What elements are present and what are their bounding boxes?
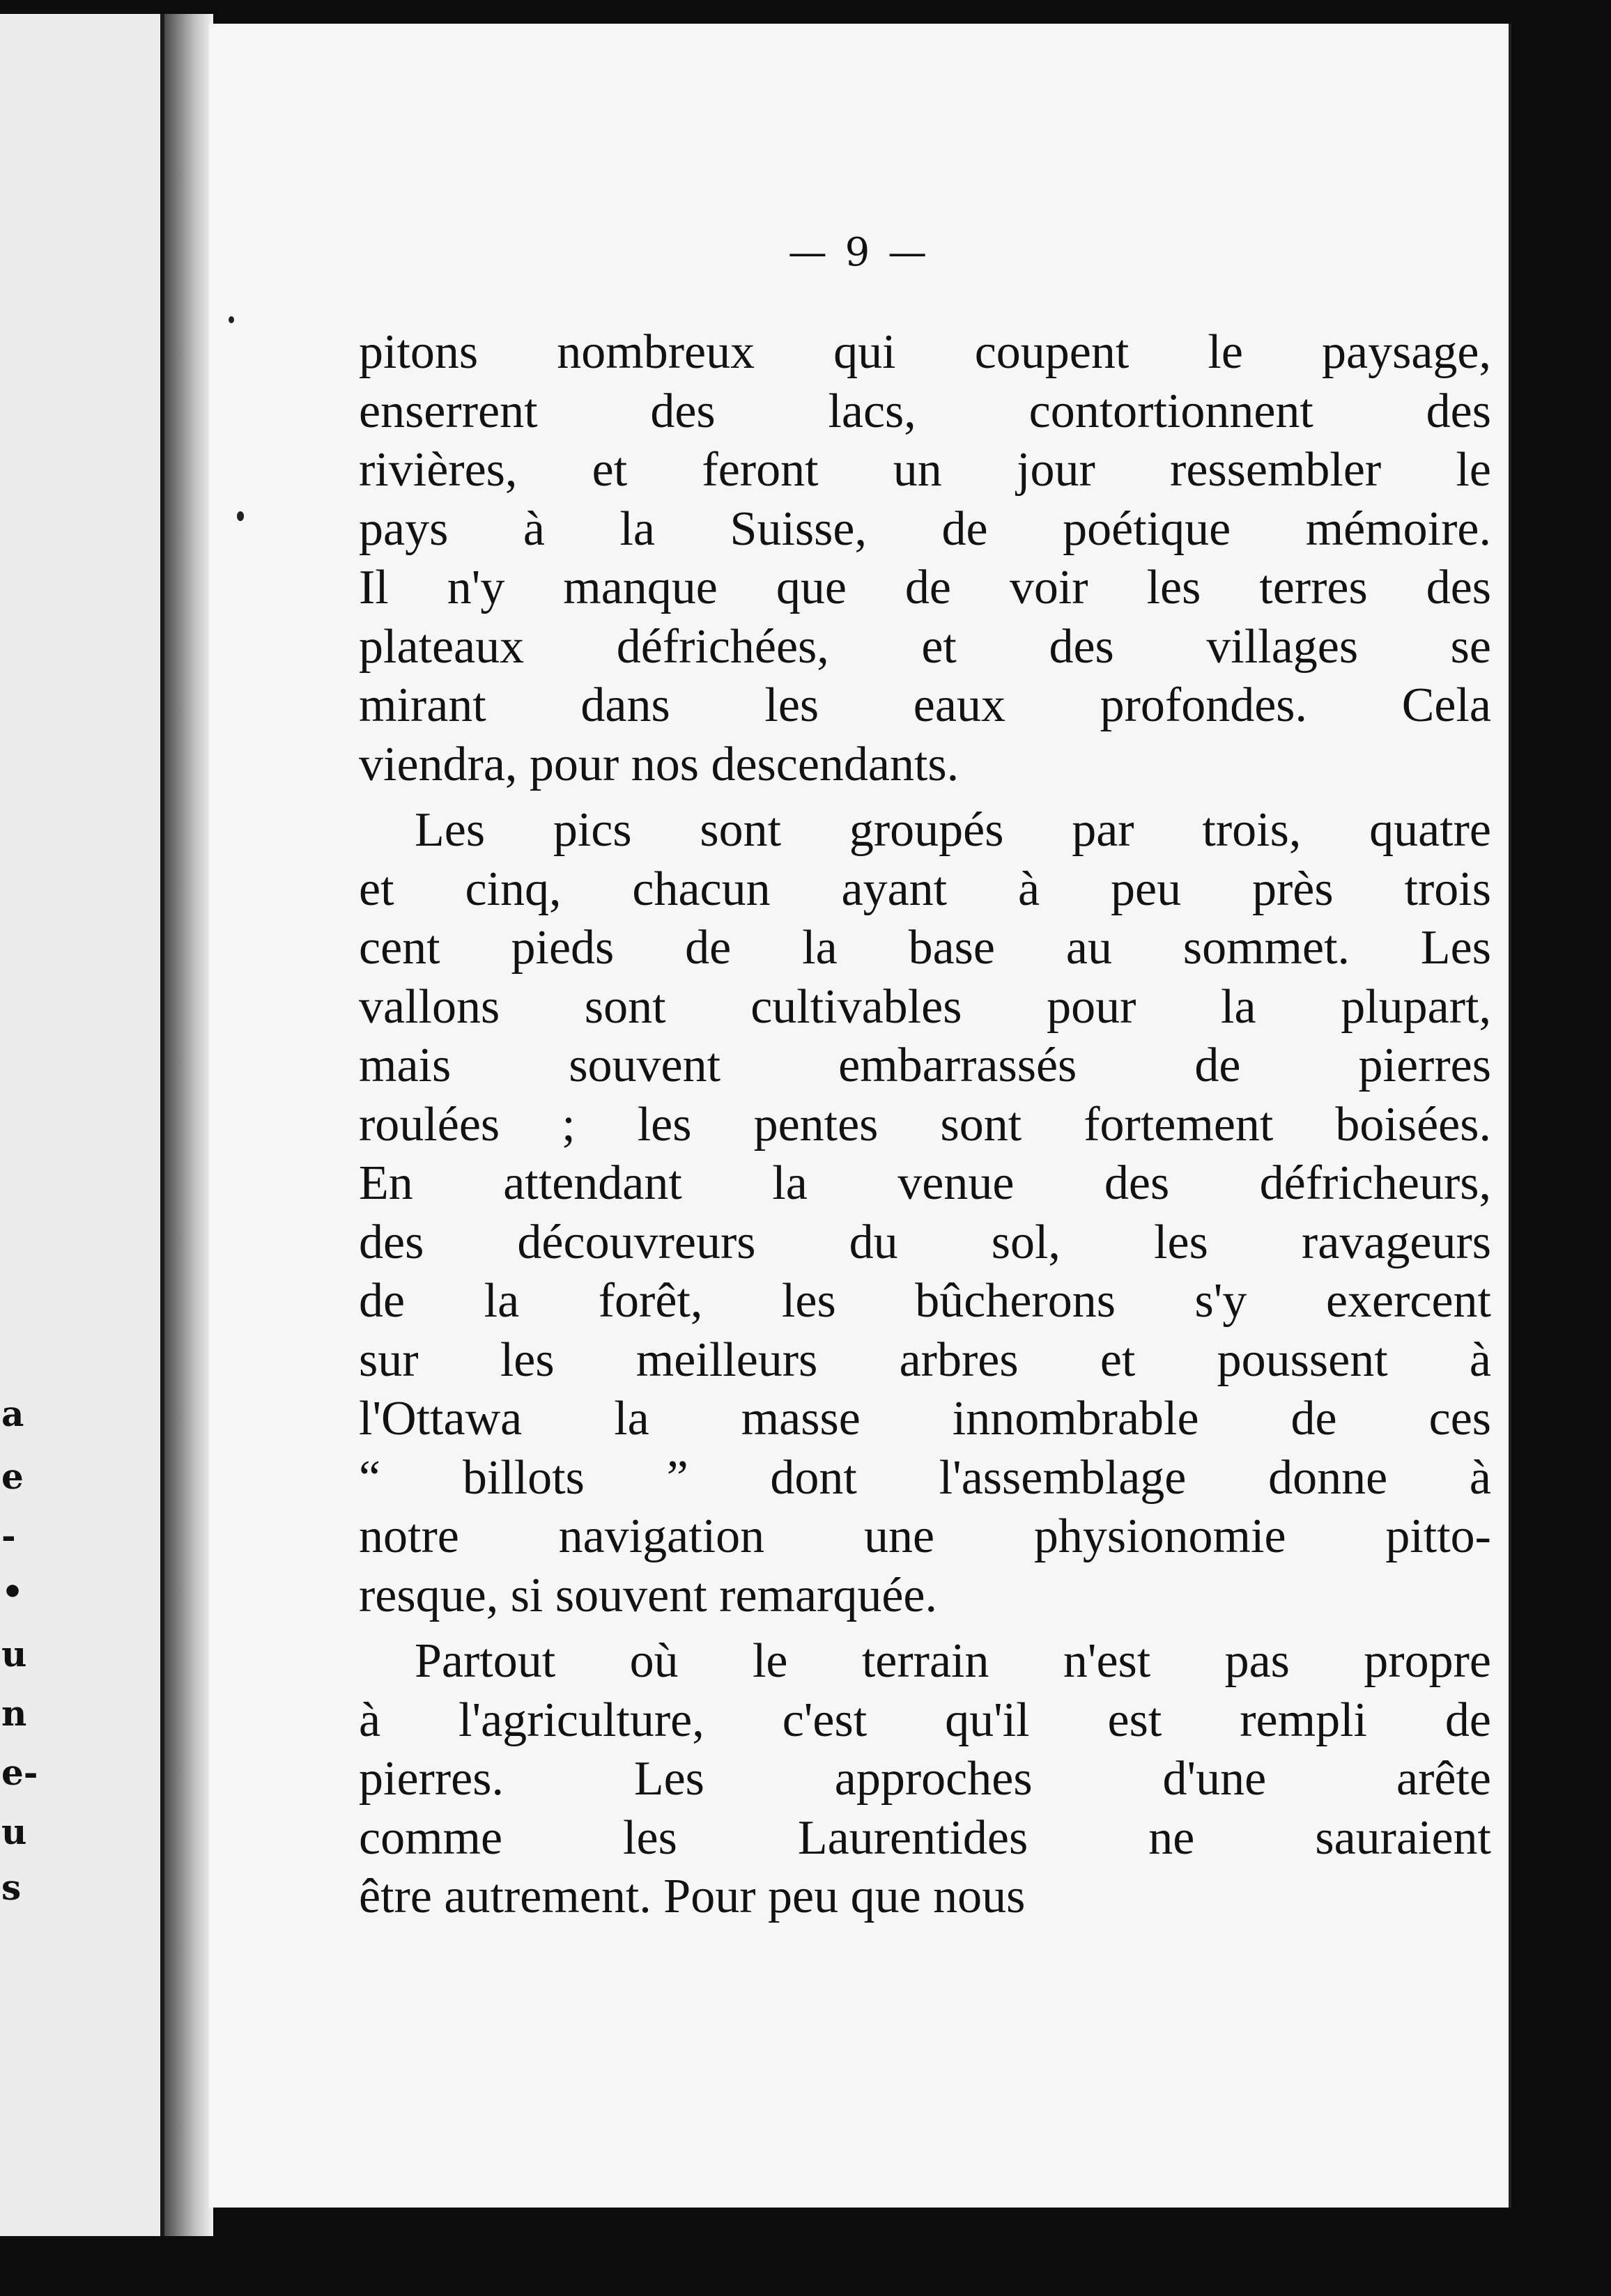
text-line: “ billots ” dont l'assemblage donne à [359, 1450, 1491, 1505]
text-line: viendra, pour nos descendants. [359, 737, 959, 791]
binding-gutter [164, 14, 213, 2236]
text-line: sur les meilleurs arbres et poussent à [359, 1333, 1491, 1387]
book-page [209, 24, 1511, 2208]
text-line: des découvreurs du sol, les ravageurs [359, 1215, 1491, 1269]
text-line: comme les Laurentides ne sauraient [359, 1810, 1491, 1865]
text-line: notre navigation une physionomie pitto- [359, 1510, 1491, 1563]
text-line: à l'agriculture, c'est qu'il est rempli de [359, 1693, 1491, 1747]
text-line: pierres. Les approches d'une arête [359, 1752, 1491, 1806]
page-number: — 9 — [787, 230, 930, 275]
text-line: mirant dans les eaux profondes. Cela [359, 678, 1491, 732]
text-line: pitons nombreux qui coupent le paysage, [359, 325, 1491, 379]
paragraph [359, 323, 1491, 794]
edge-fragment: - [1, 1515, 16, 1556]
text-line: En attendant la venue des défricheurs, [359, 1156, 1491, 1210]
text-line: rivières, et feront un jour ressembler le [359, 443, 1491, 497]
text-line: vallons sont cultivables pour la plupart, [359, 979, 1491, 1034]
edge-fragment: u [1, 1811, 27, 1852]
text-line: enserrent des lacs, contortionnent des [359, 384, 1491, 438]
edge-fragment: • [1, 1571, 24, 1612]
edge-fragment: u [1, 1634, 27, 1675]
text-line: plateaux défrichées, et des villages se [359, 619, 1491, 674]
text-line: de la forêt, les bûcherons s'y exercent [359, 1274, 1491, 1328]
paragraph [359, 1632, 1491, 1927]
facing-page-letter-fragments [0, 14, 38, 2236]
facing-page-edge [0, 14, 164, 2236]
text-line: Les pics sont groupés par trois, quatre [415, 803, 1491, 857]
scan-speck [237, 511, 244, 521]
edge-fragment: a [1, 1393, 24, 1434]
paragraph [359, 801, 1491, 1625]
text-line: resque, si souvent remarquée. [359, 1568, 937, 1622]
edge-fragment: s [1, 1867, 22, 1908]
text-line: pays à la Suisse, de poétique mémoire. [359, 502, 1491, 556]
text-line: mais souvent embarrassés de pierres [359, 1039, 1491, 1092]
text-line: et cinq, chacun ayant à peu près trois [359, 862, 1491, 916]
text-line: roulées ; les pentes sont fortement boisées. [359, 1097, 1491, 1151]
text-line: l'Ottawa la masse innombrable de ces [359, 1392, 1491, 1445]
text-line: cent pieds de la base au sommet. Les [359, 921, 1491, 975]
text-line: Partout où le terrain n'est pas propre [415, 1634, 1491, 1688]
edge-fragment: e- [1, 1752, 38, 1793]
body-text [359, 323, 1491, 1934]
text-line: être autrement. Pour peu que nous [359, 1870, 1026, 1923]
text-line: Il n'y manque que de voir les terres des [359, 561, 1491, 614]
scan-background [1512, 0, 1611, 2296]
edge-fragment: e [1, 1456, 24, 1497]
scan-speck [229, 316, 234, 323]
edge-fragment: n [1, 1693, 27, 1734]
